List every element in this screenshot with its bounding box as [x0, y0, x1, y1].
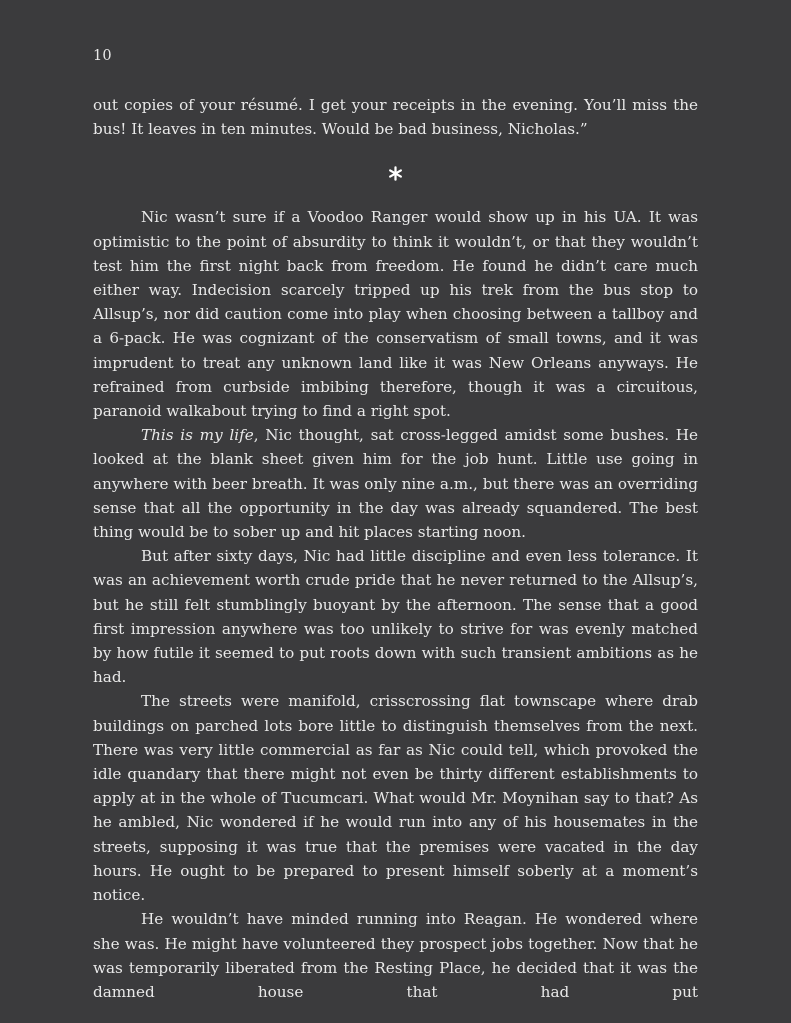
- italic-phrase: This is my life: [141, 426, 254, 445]
- page-number: 10: [93, 48, 112, 64]
- asterisk-icon: [388, 166, 403, 181]
- paragraph: [93, 689, 698, 907]
- paragraph: [93, 544, 698, 689]
- paragraph-text: Nic wasn’t sure if a Voodoo Ranger would show up in his UA. It was optimistic to the point of absurdity to think it wouldn’t, or that they wouldn’t test him the first night back from freedom. He found he didn’t care much either way. Indecision scarcely tripped up his trek from the bus stop to Allsup’s, nor did caution come into play when choosing between a tallboy and a 6-pack. He was cognizant of the conservatism of small towns, and it was imprudent to treat any unknown land like it was New Orleans anyways. He refrained from curbside imbibing therefore, though it was a circuitous, paranoid walkabout trying to find a right spot.: [93, 208, 698, 421]
- paragraph-text: The streets were manifold, crisscrossing flat townscape where drab buildings on parched lots bore little to distinguish themselves from the next. There was very little commercial as far as Nic could tell, which provoked the idle quandary that there might not even be thirty different establishments to apply at in the whole of Tucumcari. What would Mr. Moynihan say to that? As he ambled, Nic wondered if he would run into any of his housemates in the streets, supposing it was true that the premises were vacated in the day hours. He ought to be prepared to present himself soberly at a moment’s notice.: [93, 692, 698, 905]
- body-text: [93, 93, 698, 1004]
- section-break: [93, 141, 698, 205]
- paragraph: [93, 205, 698, 423]
- opening-paragraph: out copies of your résumé. I get your receipts in the evening. You’ll miss the bus! It leaves in ten minutes. Would be bad business, Nicholas.”: [93, 96, 698, 139]
- paragraph: [93, 423, 698, 544]
- paragraph-text: But after sixty days, Nic had little discipline and even less tolerance. It was an achievement worth crude pride that he never returned to the Allsup’s, but he still felt stumblingly buoyant by the afternoon. The sense that a good first impression anywhere was too unlikely to strive for was evenly matched by how futile it seemed to put roots down with such transient ambitions as he had.: [93, 547, 698, 687]
- paragraph-text: He wouldn’t have minded running into Reagan. He wondered where she was. He might have volunteered they prospect jobs together. Now that he was temporarily liberated from the Resting Place, he decided that it was the damned house that had put: [93, 910, 698, 1001]
- paragraph-text: , Nic thought, sat cross-legged amidst some bushes. He looked at the blank sheet given him for the job hunt. Little use going in anywhere with beer breath. It was only nine a.m., but there was an overriding sense that all the opportunity in the day was already squandered. The best thing would be to sober up and hit places starting noon.: [93, 426, 698, 542]
- paragraph: [93, 907, 698, 1004]
